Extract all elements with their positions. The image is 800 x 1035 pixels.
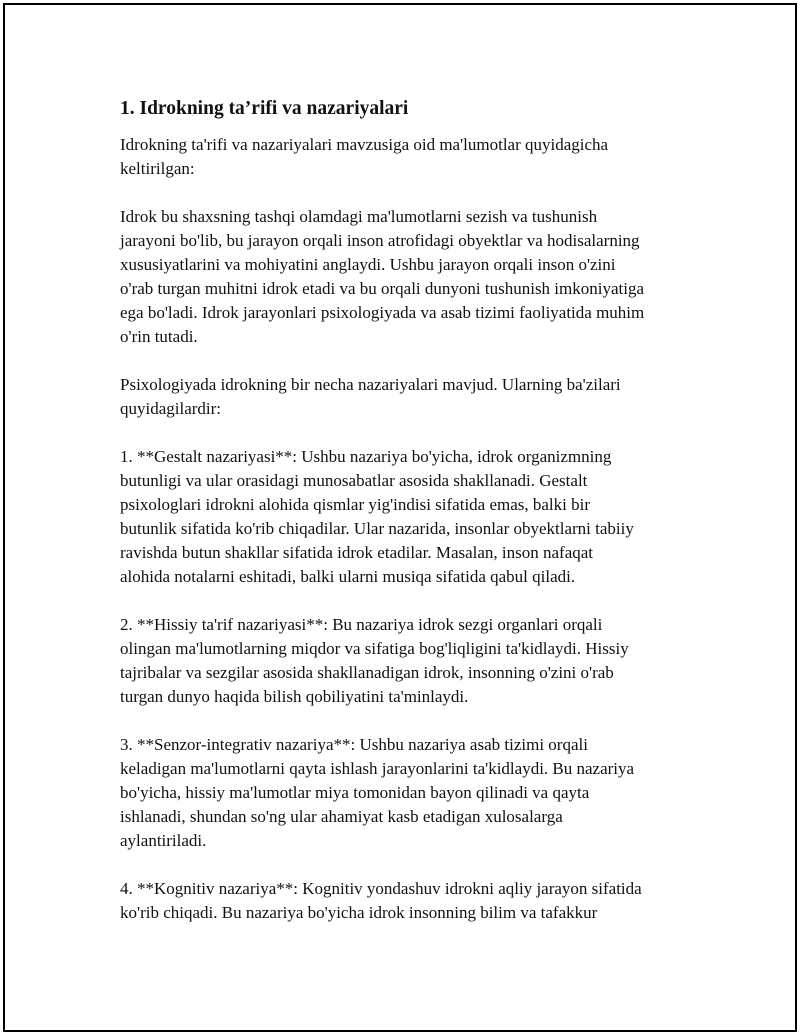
gestalt-theory-paragraph: 1. **Gestalt nazariyasi**: Ushbu nazariya bo'yicha, idrok organizmning butunligi va ular orasidagi munosabatlar asosida shakllanadi. Gestalt psixologlari idrokni alohida qismlar yig'indisi sifatida emas, balki bir butunlik sifatida ko'rib chiqadilar. Ular nazarida, insonlar obyektlarni tabiiy ravishda butun shakllar sifatida idrok etadilar. Masalan, inson nafaqat alohida notalarni eshitadi, balki ularni musiqa sifatida qabul qiladi.: [120, 447, 634, 586]
section-heading: 1. Idrokning ta’rifi va nazariyalari: [120, 98, 409, 119]
definition-paragraph: Idrok bu shaxsning tashqi olamdagi ma'lumotlarni sezish va tushunish jarayoni bo'lib, bu jarayon orqali inson atrofidagi obyektlar va hodisalarning xususiyatlarini va mohiyatini anglaydi. Ushbu jarayon orqali inson o'zini o'rab turgan muhitni idrok etadi va bu orqali dunyoni tushunish imkoniyatiga ega bo'ladi. Idrok jarayonlari psixologiyada va asab tizimi faoliyatida muhim o'rin tutadi.: [120, 207, 645, 346]
document-body: [120, 97, 700, 949]
sensor-integrative-theory-paragraph: 3. **Senzor-integrativ nazariya**: Ushbu nazariya asab tizimi orqali keladigan ma'lumotlarni qayta ishlash jarayonlarini ta'kidlaydi. Bu nazariya bo'yicha, hissiy ma'lumotlar miya tomonidan bayon qilinadi va qayta ishlanadi, shundan so'ng ular ahamiyat kasb etadigan xulosalarga aylantiriladi.: [120, 735, 635, 850]
intro-paragraph: Idrokning ta'rifi va nazariyalari mavzusiga oid ma'lumotlar quyidagicha keltirilgan:: [120, 135, 609, 178]
sensory-theory-paragraph: 2. **Hissiy ta'rif nazariyasi**: Bu nazariya idrok sezgi organlari orqali olingan ma'lumotlarning miqdor va sifatiga bog'liqligini ta'kidlaydi. Hissiy tajribalar va sezgilar asosida shakllanadigan idrok, insonning o'zini o'rab turgan dunyo haqida bilish qobiliyatini ta'minlaydi.: [120, 615, 629, 706]
document-page: [3, 3, 797, 1032]
theories-intro-paragraph: Psixologiyada idrokning bir necha nazariyalari mavjud. Ularning ba'zilari quyidagilardir:: [120, 375, 621, 418]
cognitive-theory-paragraph: 4. **Kognitiv nazariya**: Kognitiv yondashuv idrokni aqliy jarayon sifatida ko'rib chiqadi. Bu nazariya bo'yicha idrok insonning bilim va tafakkur: [120, 879, 642, 922]
